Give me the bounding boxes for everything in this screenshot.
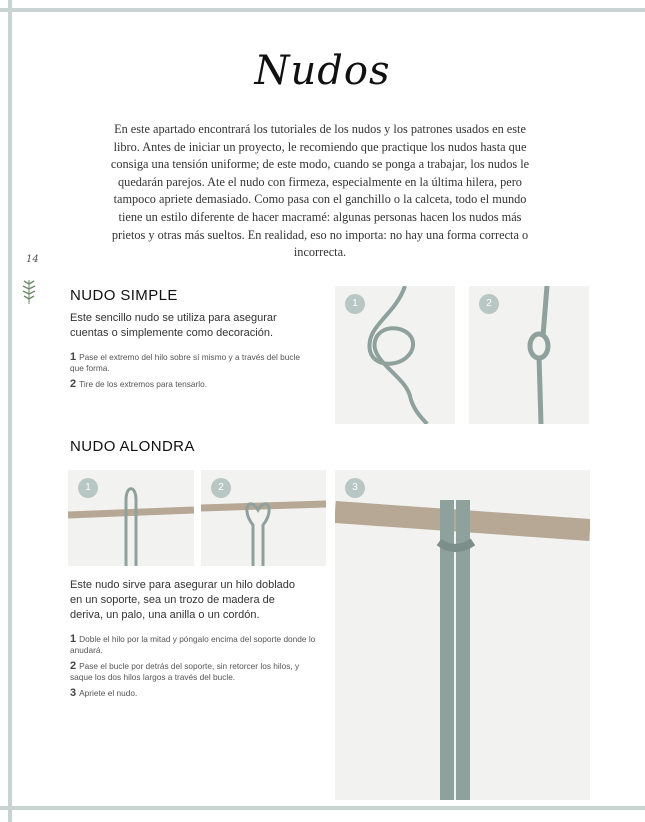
section-heading-nudo-simple: NUDO SIMPLE	[70, 287, 178, 304]
nudo-alondra-photo-2	[201, 470, 326, 566]
frame-top	[0, 8, 645, 12]
nudo-simple-photo-1	[335, 286, 455, 424]
nudo-alondra-photo-3	[335, 470, 590, 800]
frame-bottom	[0, 806, 645, 810]
step: 1 Pase el extremo del hilo sobre sí mismo y a través del bucle que forma.	[70, 351, 301, 373]
nudo-simple-steps	[70, 352, 310, 395]
step-badge: 3	[345, 478, 365, 498]
nudo-alondra-description: Este nudo sirve para asegurar un hilo doblado en un soporte, sea un trozo de madera de deriva, un palo, una anilla o un cordón.	[70, 579, 296, 621]
step-badge: 2	[479, 294, 499, 314]
section-heading-nudo-alondra: NUDO ALONDRA	[70, 438, 195, 455]
nudo-alondra-photo-1	[68, 470, 194, 566]
step: 2 Tire de los extremos para tensarlo.	[70, 378, 208, 390]
step: 3 Apriete el nudo.	[70, 687, 138, 699]
step: 1 Doble el hilo por la mitad y póngalo encima del soporte donde lo anudará.	[70, 633, 316, 655]
step: 2 Pase el bucle por detrás del soporte, sin retorcer los hilos, y saque los dos hilos largos a través del bucle.	[70, 660, 300, 682]
page-title: Nudos	[254, 48, 391, 94]
nudo-simple-description: Este sencillo nudo se utiliza para asegurar cuentas o simplemente como decoración.	[70, 312, 277, 339]
frame-left	[8, 0, 12, 822]
step-badge: 1	[345, 294, 365, 314]
page-number: 14	[26, 254, 39, 265]
leaf-icon	[22, 278, 36, 304]
step-badge: 1	[78, 478, 98, 498]
intro-paragraph: En este apartado encontrará los tutoriales de los nudos y los patrones usados en este libro. Antes de iniciar un proyecto, le recomiendo que practique los nudos hasta que consiga una tensión uniforme; de este modo, cuando se ponga a trabajar, los nudos le quedarán parejos. Ate el nudo con firmeza, especialmente en la última hilera, pero tampoco apriete demasiado. Como pasa con el ganchillo o la calceta, todo el mundo tiene un estilo diferente de hacer macramé: algunas personas hacen los nudos más prietos y otras más sueltos. En realidad, eso no importa: no hay una forma correcta o incorrecta.	[110, 122, 530, 260]
nudo-alondra-steps	[70, 634, 320, 704]
step-badge: 2	[211, 478, 231, 498]
nudo-simple-photo-2	[469, 286, 589, 424]
